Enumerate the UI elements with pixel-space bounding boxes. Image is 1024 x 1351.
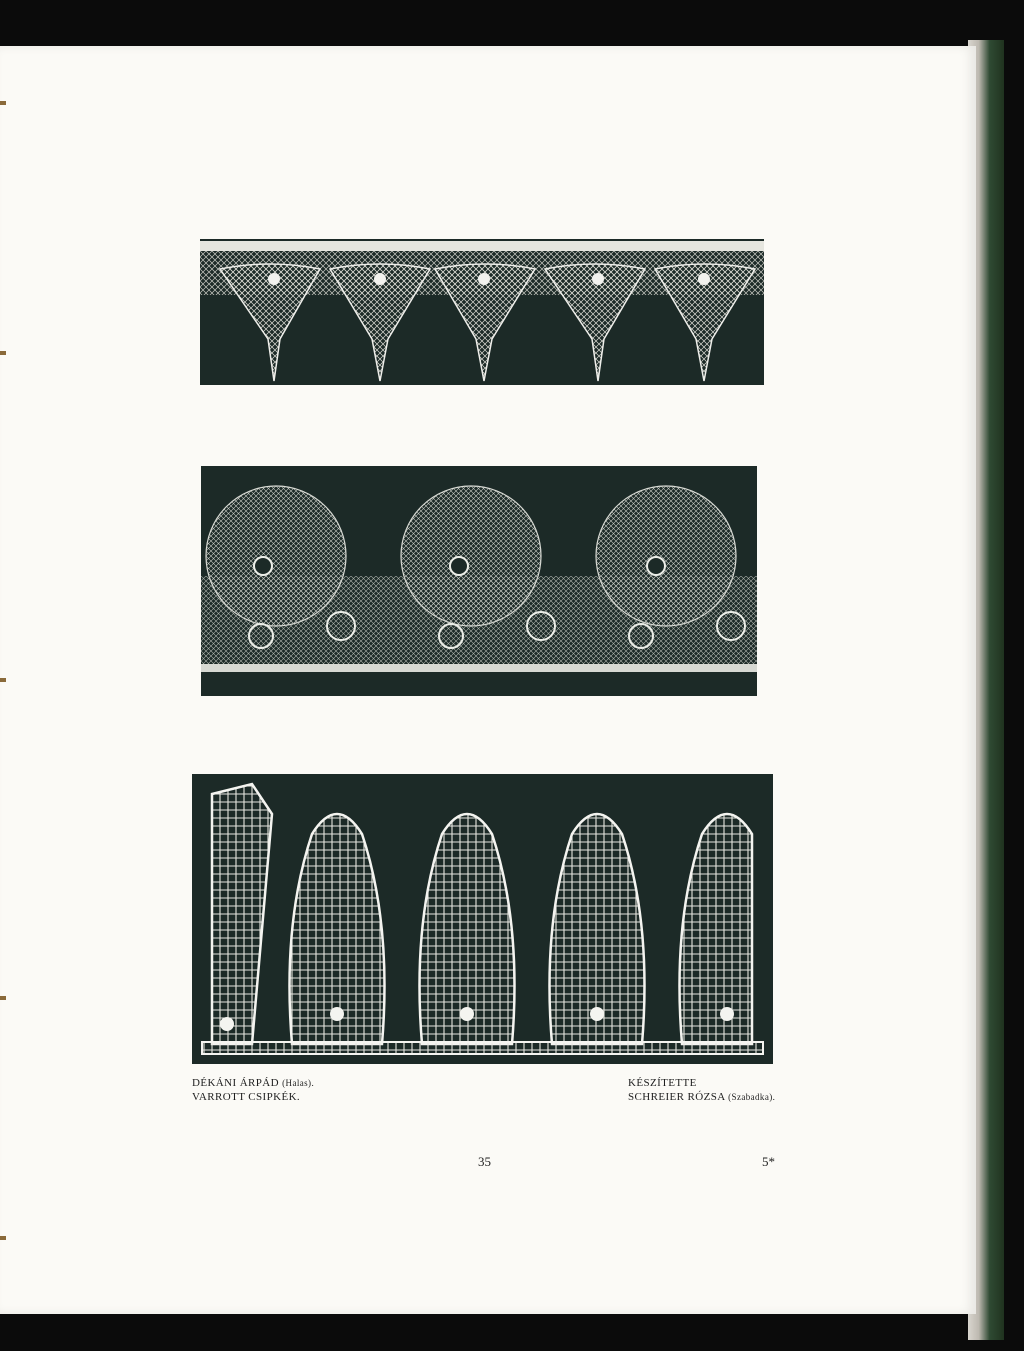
lace-photo-floral-border — [192, 774, 773, 1064]
binding-ring — [0, 351, 6, 355]
caption-artist-line — [192, 1076, 314, 1090]
lace-deer-image — [201, 466, 757, 696]
lace-floral-image — [192, 774, 773, 1064]
caption-right — [628, 1076, 775, 1104]
lace-photo-deer-border — [201, 466, 757, 696]
caption-made-by: KÉSZÍTETTE — [628, 1077, 697, 1089]
caption-maker-line — [628, 1090, 775, 1104]
lace-photo-pointed-border — [200, 239, 764, 385]
artist-name: DÉKÁNI ÁRPÁD — [192, 1077, 279, 1089]
binding-ring — [0, 996, 6, 1000]
book-page — [0, 46, 976, 1314]
binding-ring — [0, 1236, 6, 1240]
binding-ring — [0, 101, 6, 105]
caption-title: VARROTT CSIPKÉK. — [192, 1091, 301, 1103]
artist-place: (Halas). — [282, 1078, 315, 1088]
maker-name: SCHREIER RÓZSA — [628, 1091, 725, 1103]
maker-place: (Szabadka). — [728, 1092, 776, 1102]
lace-pointed-image — [200, 239, 764, 385]
caption-left — [192, 1076, 314, 1104]
signature-mark: 5* — [762, 1154, 775, 1169]
binding-ring — [0, 678, 6, 682]
page-number: 35 — [478, 1154, 491, 1169]
